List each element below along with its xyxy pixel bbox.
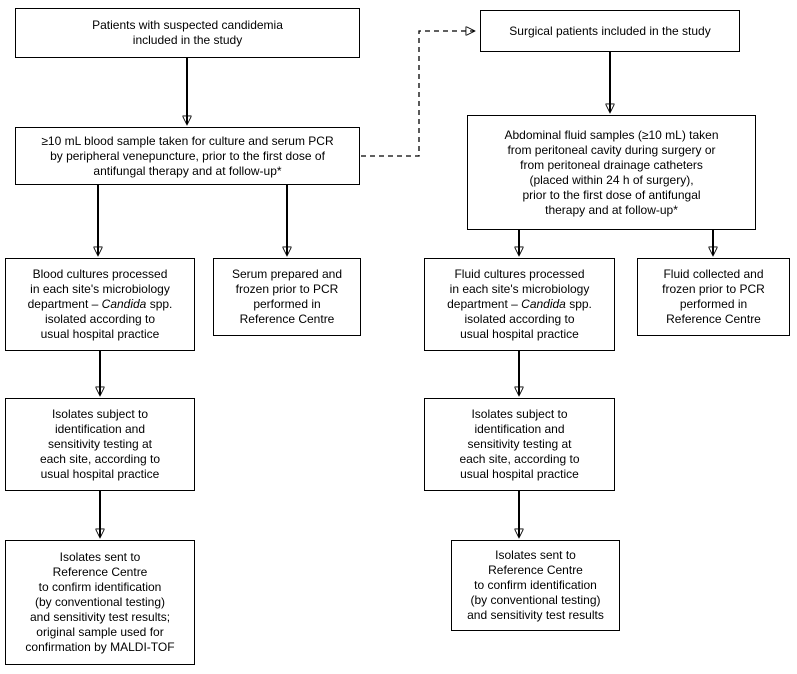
box-text-line: Fluid collected and (663, 267, 764, 281)
box-text-line: Reference Centre (488, 563, 583, 577)
box-text-line: Fluid cultures processed (454, 267, 585, 281)
left-box-blood-sample (15, 127, 360, 185)
left-box-isolates-reference (5, 540, 195, 665)
candida-italic: Candida (521, 297, 566, 311)
box-text-line: (by conventional testing) (34, 595, 166, 609)
box-text-line: usual hospital practice (40, 467, 160, 481)
box-text-line: identification and (54, 422, 146, 436)
box-text-line: original sample used for (36, 625, 164, 639)
box-text-line: by peripheral venepuncture, prior to the first dose of (50, 148, 325, 163)
box-text-line: usual hospital practice (460, 467, 579, 481)
box-text-line: Patients with suspected candidemia (92, 18, 283, 32)
right-box-fluid-pcr (637, 258, 790, 336)
box-text-line: ≥10 mL blood sample taken for culture and serum PCR (41, 133, 334, 148)
box-text-line: (placed within 24 h of surgery), (529, 172, 694, 187)
box-text-line: usual hospital practice (460, 327, 579, 341)
box-text-line: Isolates sent to (59, 550, 141, 564)
box-text-line: Isolates subject to (471, 407, 568, 421)
box-text-line: prior to the first dose of antifungal (522, 187, 701, 202)
box-text-line: Serum prepared and (231, 267, 343, 281)
box-text-line: in each site's microbiology (449, 282, 590, 296)
box-text-line: each site, according to (459, 452, 580, 466)
box-text-line: Reference Centre (239, 312, 335, 326)
box-text-line: from peritoneal cavity during surgery or (507, 142, 716, 157)
right-box-isolates-reference (451, 540, 620, 631)
box-text-line: Abdominal fluid samples (≥10 mL) taken (504, 127, 719, 142)
left-box-patients (15, 8, 360, 58)
box-text-line: department – Candida spp. (447, 297, 592, 311)
box-text-line: sensitivity testing at (467, 437, 572, 451)
box-text-line: in each site's microbiology (30, 282, 170, 296)
box-text-line: performed in (679, 297, 748, 311)
box-text-line: confirmation by MALDI-TOF (25, 640, 175, 654)
left-box-serum-pcr (213, 258, 361, 336)
box-text-line: isolated according to (464, 312, 575, 326)
right-box-isolates-testing (424, 398, 615, 491)
box-text-line: Reference Centre (666, 312, 761, 326)
box-text-line: Isolates sent to (495, 548, 576, 562)
box-text-line: and sensitivity test results (467, 608, 604, 622)
left-box-blood-cultures (5, 258, 195, 351)
box-text-line: Blood cultures processed (32, 267, 168, 281)
right-box-abdominal-fluid (467, 115, 756, 230)
box-text-line: frozen prior to PCR (235, 282, 339, 296)
box-text-line: Surgical patients included in the study (509, 23, 711, 38)
box-text-line: identification and (474, 422, 565, 436)
right-box-fluid-cultures (424, 258, 615, 351)
box-text-line: frozen prior to PCR (662, 282, 765, 296)
box-text-line: and sensitivity test results; (29, 610, 171, 624)
box-text-line: department – Candida spp. (27, 297, 173, 311)
box-text-line: from peritoneal drainage catheters (520, 157, 703, 172)
box-text-line: to confirm identification (38, 580, 162, 594)
box-text-line: performed in (253, 297, 321, 311)
box-text-line: therapy and at follow-up* (545, 202, 678, 217)
right-box-surgical-patients (480, 10, 740, 52)
box-text-line: to confirm identification (474, 578, 597, 592)
box-text-line: each site, according to (39, 452, 161, 466)
left-box-isolates-testing (5, 398, 195, 491)
box-text-line: Isolates subject to (51, 407, 149, 421)
box-text-line: Reference Centre (52, 565, 148, 579)
box-text-line: (by conventional testing) (470, 593, 601, 607)
box-text-line: included in the study (132, 33, 243, 47)
candida-italic: Candida (101, 297, 147, 311)
box-text-line: sensitivity testing at (47, 437, 153, 451)
box-text-line: usual hospital practice (40, 327, 160, 341)
box-text-line: isolated according to (44, 312, 156, 326)
dashed-connector-left-to-surgical (361, 31, 474, 156)
box-text-line: antifungal therapy and at follow-up* (93, 163, 282, 178)
